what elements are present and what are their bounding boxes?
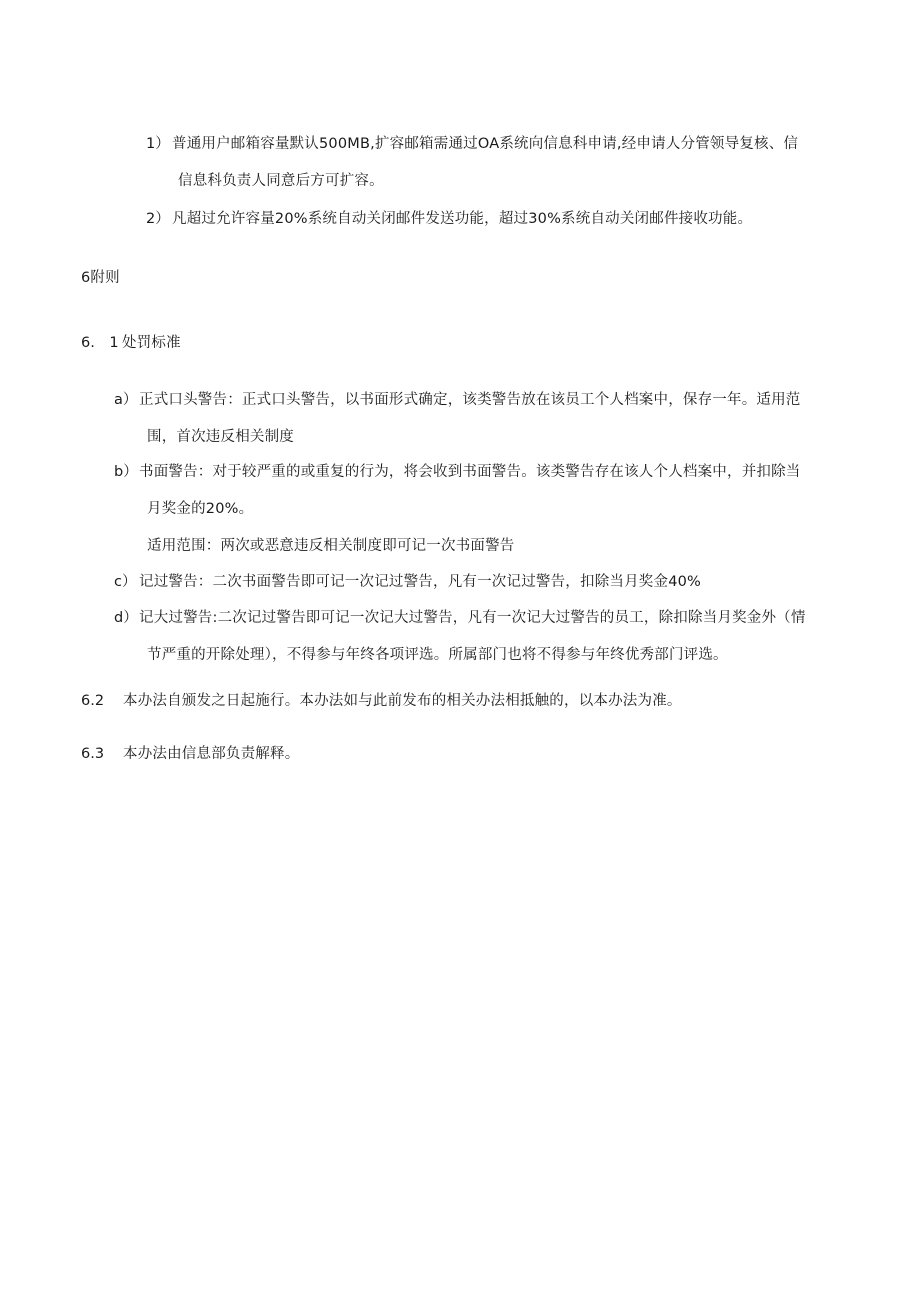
list-marker: a）: [114, 392, 138, 408]
list-item-text: 适用范围：两次或恶意违反相关制度即可记一次书面警告: [147, 538, 515, 554]
list-marker: c）: [114, 574, 137, 590]
list-item-text: 信息科负责人同意后方可扩容。: [178, 173, 384, 189]
list-marker: 1）: [146, 136, 170, 152]
list-item-text: 书面警告：对于较严重的或重复的行为，将会收到书面警告。该类警告存在该人个人档案中，并扣除当: [139, 464, 801, 480]
list-item-text: 记大过警告:二次记过警告即可记一次记大过警告，凡有一次记大过警告的员工，除扣除当月奖金外（情: [139, 610, 806, 626]
list-marker: d）: [114, 610, 138, 626]
subsection-number: 6.3: [81, 746, 105, 762]
paragraph-text: 本办法自颁发之日起施行。本办法如与此前发布的相关办法相抵触的，以本办法为准。: [123, 693, 682, 709]
list-marker: b）: [114, 464, 138, 480]
list-marker: 2）: [146, 211, 170, 227]
list-item-text: 凡超过允许容量20%系统自动关闭邮件发送功能，超过30%系统自动关闭邮件接收功能。: [172, 211, 753, 227]
subsection-number: 6. 1: [81, 335, 119, 351]
section-heading: 6附则: [81, 270, 120, 286]
list-item-text: 记过警告：二次书面警告即可记一次记过警告，凡有一次记过警告，扣除当月奖金40%: [139, 574, 702, 590]
subsection-number: 6.2: [81, 693, 105, 709]
list-item-text: 普通用户邮箱容量默认500MB,扩容邮箱需通过OA系统向信息科申请,经申请人分管领导复核、信: [172, 136, 799, 152]
list-item-text: 月奖金的20%。: [147, 501, 254, 517]
paragraph-text: 本办法由信息部负责解释。: [123, 746, 300, 762]
list-item-text: 节严重的开除处理），不得参与年终各项评选。所属部门也将不得参与年终优秀部门评选。: [147, 647, 728, 663]
subsection-title: 处罚标准: [122, 335, 181, 351]
list-item-text: 正式口头警告：正式口头警告，以书面形式确定，该类警告放在该员工个人档案中，保存一年。适用范: [139, 392, 801, 408]
list-item-text: 围，首次违反相关制度: [147, 429, 294, 445]
